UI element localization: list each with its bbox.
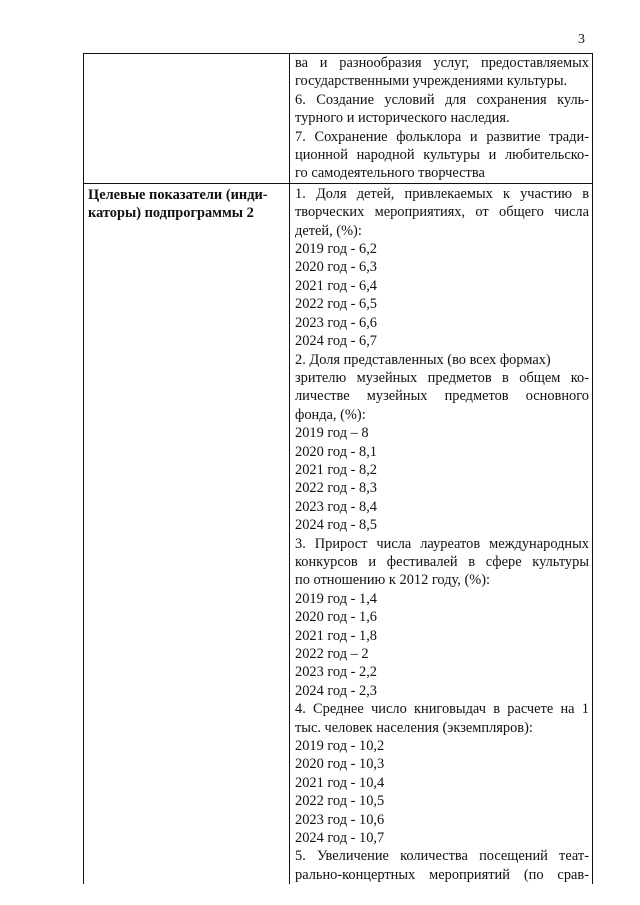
target-indicators-label: Целевые показатели (инди- каторы) подпрограммы 2 [88, 186, 268, 222]
text-line: 5. Увеличение количества посещений теат- [295, 848, 589, 865]
text-line: 2022 год – 2 [295, 646, 369, 662]
text-line: 7. Сохранение фольклора и развитие тради- [295, 128, 589, 145]
text-line: 2023 год - 6,6 [295, 314, 378, 331]
text-line: 2022 год - 6,5 [295, 296, 378, 313]
text-line: 6. Создание условий для сохранения куль- [295, 91, 589, 108]
text-line: 2021 год - 6,4 [295, 277, 378, 294]
text-line: 2024 год - 2,3 [295, 682, 378, 699]
row-label [84, 54, 289, 56]
text-line: рально-концертных мероприятий (по срав- [295, 866, 589, 883]
text-line: творческих мероприятиях, от общего числа [295, 204, 589, 221]
text-line: 2024 год - 6,7 [295, 333, 378, 350]
text-line: тыс. человек населения (экземпляров): [295, 719, 533, 736]
row-value-cell [290, 54, 593, 184]
text-line: конкурсов и фестивалей в сфере культуры [295, 553, 589, 570]
text-line: 2020 год - 10,3 [295, 756, 385, 773]
row-label-cell [84, 54, 290, 184]
text-line: 1. Доля детей, привлекаемых к участию в [295, 185, 589, 202]
text-line: детей, (%): [295, 222, 362, 239]
text-line: 2023 год - 10,6 [295, 811, 385, 828]
text-line: 3. Прирост числа лауреатов международных [295, 535, 589, 552]
text-line: 2019 год - 10,2 [295, 738, 385, 755]
text-line: фонда, (%): [295, 406, 366, 423]
text-line: 2020 год - 8,1 [295, 443, 378, 460]
text-line: государственными учреждениями культуры. [295, 73, 568, 90]
text-line: 2024 год - 8,5 [295, 517, 378, 534]
subprogram-passport-table [83, 53, 593, 884]
text-line: 4. Среднее число книговыдач в расчете на 1 [295, 701, 589, 718]
text-line: зрителю музейных предметов в общем ко- [295, 369, 589, 386]
text-line: 2020 год - 1,6 [295, 609, 378, 626]
text-line: турного и исторического наследия. [295, 110, 510, 127]
text-line: по отношению к 2012 году, (%): [295, 572, 491, 589]
text-line: 2019 год - 6,2 [295, 241, 378, 258]
text-line: го самодеятельного творчества [295, 165, 485, 182]
text-line: 2022 год - 8,3 [295, 480, 378, 497]
page-number: 3 [578, 32, 585, 47]
text-line: ва и разнообразия услуг, предоставляемых [295, 55, 589, 71]
text-line: 2020 год - 6,3 [295, 259, 378, 276]
text-line: 2. Доля представленных (во всех формах) [295, 351, 551, 368]
text-line: 2022 год - 10,5 [295, 793, 385, 810]
text-line: личестве музейных предметов основного [295, 388, 589, 405]
text-line: 2021 год - 10,4 [295, 774, 385, 791]
text-line: 2024 год - 10,7 [295, 830, 385, 847]
table-row-target-indicators [84, 183, 593, 884]
text-line: 2021 год - 1,8 [295, 627, 378, 644]
text-line: ционной народной культуры и любительско- [295, 147, 589, 164]
text-line: 2023 год - 2,2 [295, 664, 378, 681]
text-line: 2019 год – 8 [295, 425, 369, 442]
text-line: 2019 год - 1,4 [295, 590, 378, 607]
table-row-continued [84, 54, 593, 184]
text-line: 2021 год - 8,2 [295, 461, 378, 478]
text-line: 2023 год - 8,4 [295, 498, 378, 515]
row-label-cell [84, 183, 290, 884]
row-value-cell [290, 183, 593, 884]
